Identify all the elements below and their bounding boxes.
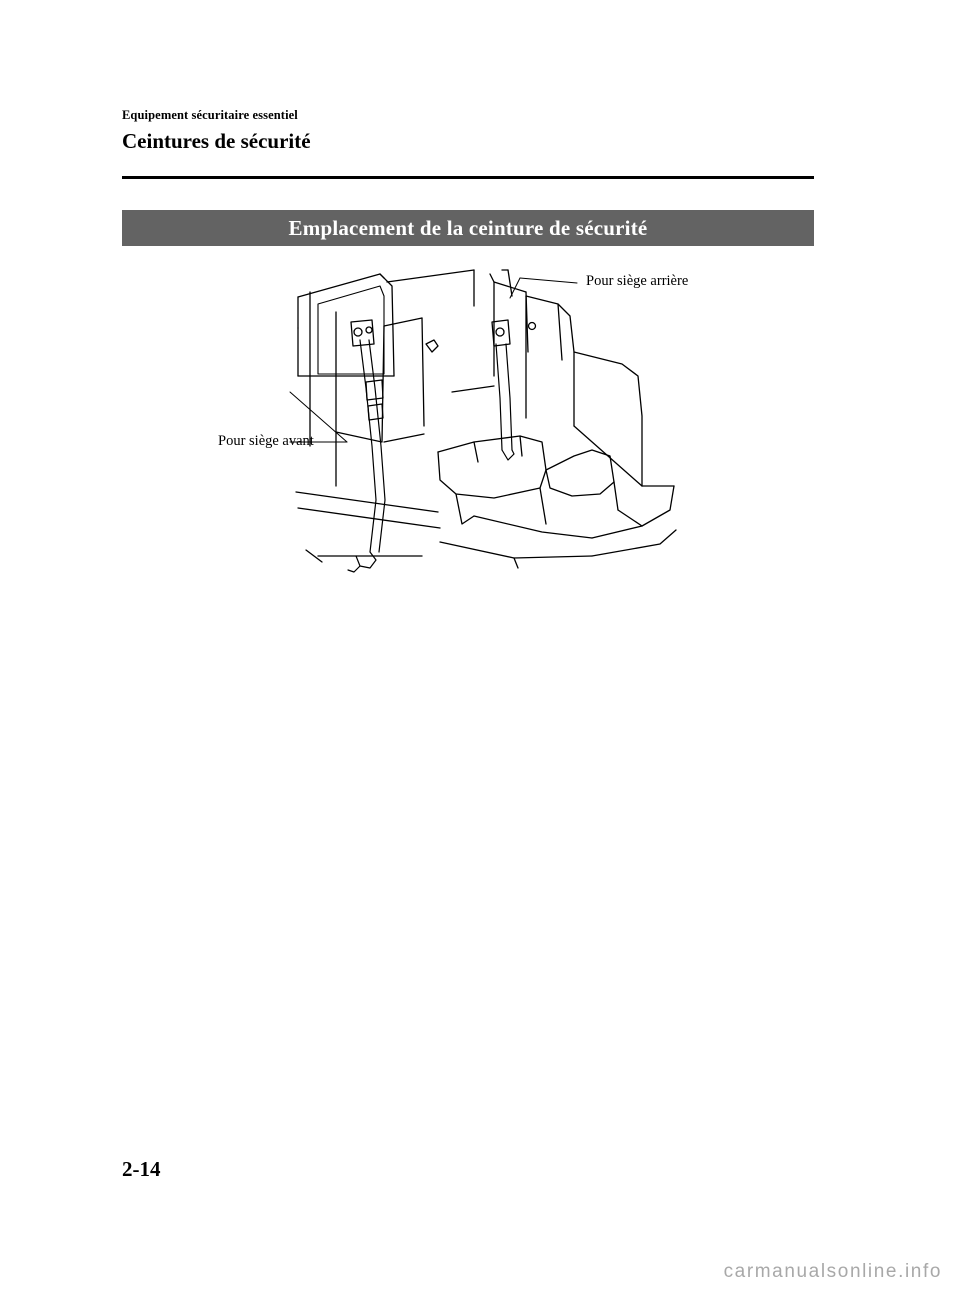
section-banner [122, 210, 814, 246]
callout-rear-seat: Pour siège arrière [586, 273, 689, 289]
seatbelt-illustration [122, 256, 814, 596]
page-header [122, 108, 814, 153]
callout-front-seat: Pour siège avant [218, 433, 314, 449]
page-number: 2-14 [122, 1157, 161, 1181]
watermark: carmanualsonline.info [723, 1261, 942, 1282]
section-banner-title: Emplacement de la ceinture de sécurité [288, 215, 648, 240]
seatbelt-location-figure [122, 256, 814, 596]
header-kicker: Equipement sécuritaire essentiel [122, 108, 298, 122]
header-divider [122, 176, 814, 179]
page-title: Ceintures de sécurité [122, 129, 311, 153]
